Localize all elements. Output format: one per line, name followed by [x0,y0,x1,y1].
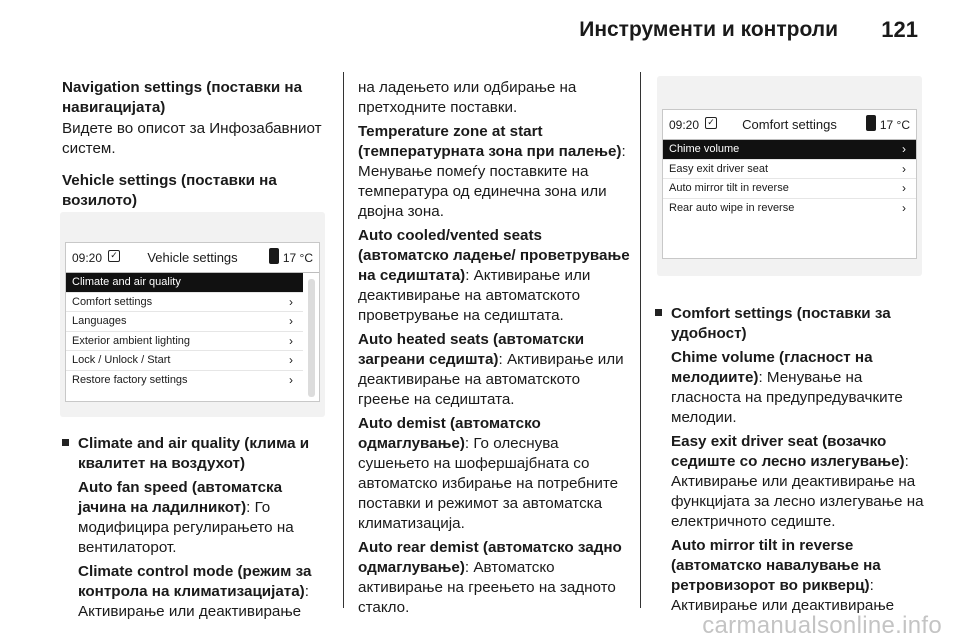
auto-demist-paragraph [358,414,630,534]
display-temperature: 17 °C [879,118,910,132]
square-bullet-icon [62,439,69,446]
mirror-tilt-term: Auto mirror tilt in reverse (автоматско навалување на ретровизорот во рикверц) [671,537,881,594]
chevron-right-icon: › [902,200,906,215]
rear-demist-term: Auto rear demist (автоматско задно одмаглување) [358,539,622,576]
column-1-lower [62,434,330,622]
column-2 [358,78,630,618]
auto-demist-text: : Го олеснува сушењето на шофершајбната со автоматско избирање на потребните поставки и режимот за автоматска климатизација. [358,435,619,532]
thermometer-icon [866,115,876,131]
page-header [0,0,960,58]
square-bullet-icon [655,309,662,316]
display-time: 09:20 [669,118,700,132]
column-divider-2 [640,72,641,608]
menu-item-restore-factory[interactable]: Restore factory settings › [66,371,303,391]
menu-item-chime-volume[interactable]: Chime volume › [663,140,916,160]
temp-zone-paragraph [358,122,630,222]
menu-item-ambient-lighting[interactable]: Exterior ambient lighting › [66,332,303,352]
header-title: Инструменти и контроли [579,18,838,41]
vented-seats-text: : Активирање или деактивирање на автоматското проветрување на седиштата. [358,267,591,324]
scrollbar[interactable] [308,279,315,397]
heated-seats-paragraph [358,330,630,410]
nav-settings-heading: Navigation settings (поставки на навигацијата) [62,79,303,116]
vehicle-settings-heading: Vehicle settings (поставки на возилото) [62,172,277,209]
heated-seats-text: : Активирање или деактивирање на автоматското греење на седиштата. [358,351,624,408]
climate-bullet [62,434,330,622]
chime-paragraph [671,348,930,428]
comfort-heading: Comfort settings (поставки за удобност) [671,305,891,342]
rear-demist-text: : Автоматско активирање на греењето на задното стакло. [358,559,616,616]
vehicle-settings-display [65,242,320,402]
menu-item-lock-unlock[interactable]: Lock / Unlock / Start › [66,351,303,371]
temp-zone-term: Temperature zone at start (температурната зона при палење) [358,123,622,160]
column-1 [62,78,330,211]
chevron-right-icon: › [289,294,293,309]
chime-term: Chime volume (гласност на мелодиите) [671,349,873,386]
comfort-settings-screenshot [657,76,922,276]
fan-speed-term: Auto fan speed (автоматска јачина на ладилникот) [78,479,283,516]
column-3 [655,304,930,616]
rear-demist-paragraph [358,538,630,618]
vehicle-settings-screenshot [60,212,325,417]
climate-mode-text: : Активирање или деактивирање [78,583,309,620]
chevron-right-icon: › [289,353,293,367]
thermometer-icon [269,248,279,264]
auto-demist-term: Auto demist (автоматско одмаглување) [358,415,541,452]
climate-heading: Climate and air quality (клима и квалитет на воздухот) [78,435,310,472]
nav-settings-text: Видете во описот за Инфозабавниот систем. [62,120,322,157]
comfort-settings-display [662,109,917,259]
fan-speed-text: : Го модифицира регулирањето на вентилаторот. [78,499,294,556]
chevron-right-icon: › [289,333,293,348]
continued-text: на ладењето или одбирање на претходните поставки. [358,79,577,116]
phone-icon: ✓ [705,117,717,129]
display-title: Vehicle settings [147,250,238,265]
chevron-right-icon: › [289,372,293,387]
column-divider-1 [343,72,344,608]
menu-item-climate[interactable]: Climate and air quality [66,273,303,293]
easy-exit-text: : Активирање или деактивирање на функцијата за лесно излегување на електричното седиште. [671,453,924,530]
phone-icon: ✓ [108,250,120,262]
display-header [66,243,319,273]
chevron-right-icon: › [289,314,293,328]
menu-item-languages[interactable]: Languages › [66,312,303,332]
display-header [663,110,916,140]
chime-text: : Менување на гласноста на предупредувачките мелодии. [671,369,903,426]
vented-seats-paragraph [358,226,630,326]
menu-item-mirror-tilt[interactable]: Auto mirror tilt in reverse › [663,179,916,199]
menu-item-easy-exit[interactable]: Easy exit driver seat › [663,160,916,180]
page-number: 121 [881,17,918,42]
display-time: 09:20 [72,251,103,265]
chevron-right-icon: › [902,181,906,195]
heated-seats-term: Auto heated seats (автоматски загреани седишта) [358,331,585,368]
menu-item-comfort[interactable]: Comfort settings › [66,293,303,313]
vented-seats-term: Auto cooled/vented seats (автоматско ладење/ проветрување на седиштата) [358,227,630,284]
easy-exit-paragraph [671,432,930,532]
climate-mode-term: Climate control mode (режим за контрола на климатизацијата) [78,563,312,600]
menu-item-rear-wipe[interactable]: Rear auto wipe in reverse › [663,199,916,219]
mirror-tilt-paragraph [671,536,930,616]
mirror-tilt-text: : Активирање или деактивирање [671,577,895,614]
display-temperature: 17 °C [282,251,313,265]
comfort-bullet [655,304,930,616]
temp-zone-text: : Менување помеѓу поставките на температура од единечна зона или двојна зона. [358,143,626,220]
easy-exit-term: Easy exit driver seat (возачко седиште со лесно излегување) [671,433,905,470]
fan-speed-paragraph [78,478,330,558]
chevron-right-icon: › [902,142,906,156]
watermark: carmanualsonline.info [702,612,942,639]
display-title: Comfort settings [742,117,837,132]
climate-mode-paragraph [78,562,330,622]
chevron-right-icon: › [902,161,906,176]
